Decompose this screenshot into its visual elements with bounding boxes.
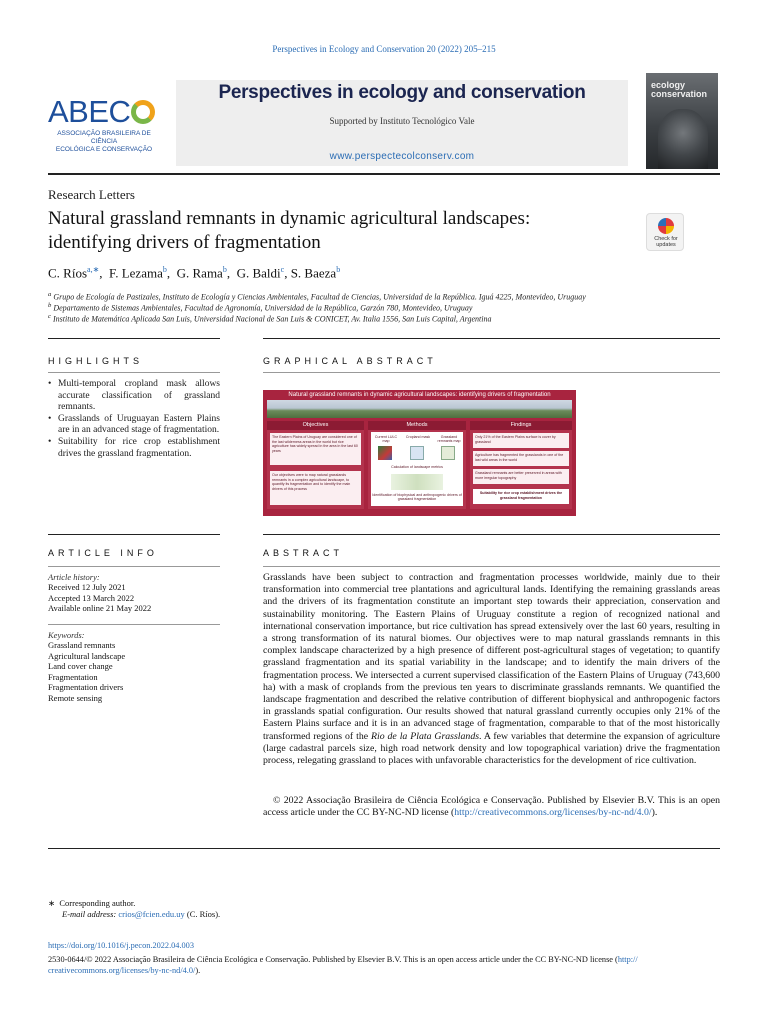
abstract-rule bbox=[263, 534, 720, 535]
keyword-item: Agricultural landscape bbox=[48, 650, 126, 661]
journal-url-link[interactable]: www.perspectecolconserv.com bbox=[329, 151, 475, 162]
cover-tree-image bbox=[658, 109, 708, 169]
keyword-item: Grassland remnants bbox=[48, 640, 116, 650]
ga-finding-box: Suitability for rice crop establishment drives the grassland fragmentation bbox=[473, 489, 569, 504]
affiliation: $^b$ Departamento de Sistemas Ambientales, Facultad de Agronomía, Universidad de la República, Garzón 780, Montevideo, Uruguay bbox=[48, 302, 473, 313]
author-affiliation-link[interactable]: a,∗ bbox=[87, 265, 100, 274]
article-info-heading: ARTICLE INFO bbox=[48, 548, 158, 558]
highlight-item: • Grasslands of Uruguayan Eastern Plains are in an advanced stage of fragmentation. bbox=[48, 414, 220, 437]
ga-objective-box: Our objectives were to map natural grasslands remnants in a complex agricultural landscape, to quantify its fragmentation and to identify the main drivers of this process bbox=[270, 471, 361, 505]
article-info-rule bbox=[48, 534, 220, 535]
abstract-heading: ABSTRACT bbox=[263, 548, 344, 558]
highlights-heading: HIGHLIGHTS bbox=[48, 356, 144, 366]
ga-methods-column bbox=[368, 421, 466, 509]
masthead-rule bbox=[48, 173, 720, 175]
graphical-abstract-heading: GRAPHICAL ABSTRACT bbox=[263, 356, 437, 366]
highlights-list bbox=[48, 379, 220, 460]
keyword-item: Fragmentation bbox=[48, 671, 98, 682]
abeco-logo-subtitle: ASSOCIAÇÃO BRASILEIRA DE CIÊNCIA ECOLÓGICA E CONSERVAÇÃO bbox=[55, 130, 153, 153]
ga-objectives-header: Objectives bbox=[267, 421, 364, 430]
author-affiliation-link[interactable]: c bbox=[280, 265, 285, 274]
author-list: C. Ríos$^{a,∗}$, F. Lezama$^b$, G. Rama$^b$, G. Baldi$^c$, S. Baeza$^b$ bbox=[48, 265, 341, 281]
abstract-copyright: © 2022 Associação Brasileira de Ciência Ecológica e Conservação. Published by Elsevier B.V. This is an open access article under the CC BY-NC-ND license (http://creativecommons.org/licenses/by-nc-nd/4.0/). bbox=[263, 795, 720, 819]
highlight-item: • Suitability for rice crop establishment drives the grassland fragmentation. bbox=[48, 437, 220, 460]
check-updates-label: Check for updates bbox=[654, 236, 678, 248]
license-link[interactable]: http://creativecommons.org/licenses/by-nc-nd/4.0/ bbox=[454, 807, 652, 819]
highlights-rule bbox=[48, 338, 220, 339]
abstract-text: Grasslands have been subject to contraction and fragmentation processes worldwide, mainly due to their transformation into commercial tree plantations and agricultural lands. Identifying the remaining grasslands areas and the drivers of its fragmentation constitute an important step towards their appreciation, conservation and sustainability monitoring. The Eastern Plains of Uruguay constitute a region of recognized national and international conservation importance, but rice cultivation has spread extensively over the last 60 years, resulting in a strong transformation of its natural biomes. Our objectives were to map natural grasslands remnants in this complex landscape characterized by a high presence of different post-agricultural stages of vegetation; to quantify grassland fragmentation and its spatial variability in the landscape; and to identify the main drivers of the fragmentation process. We intersected a current supervised classification of the Eastern Plains of Uruguay (743,600 ha) with a mask of croplands from the previous ten years to discriminate grasslands remnants. We quantified the landscape fragmentation and described the relative contribution of different biophysical and anthropogenic factors in grasslands spatial configuration. Our results showed that natural grassland currently occupies only 21% of the Eastern Plains surface and it is in an advanced stage of fragmentation, comparable to that of the most historically transformed regions of the Rio de la Plata Grasslands. A few variables that determine the expansion of agriculture (large cadastral parcels size, high road network density and low topographical variation) drive the fragmentation process, relegating grassland to places with unfavorable characteristics for the development of rice cultivation. bbox=[263, 572, 720, 767]
history-received: Received 12 July 2021 bbox=[48, 582, 126, 592]
ga-finding-box: Only 21% of the Eastern Plains surface is cover by grassland bbox=[473, 433, 569, 448]
highlights-subrule bbox=[48, 372, 220, 373]
abstract-bottom-rule bbox=[48, 848, 720, 849]
grassland-map-thumbnail bbox=[441, 446, 455, 460]
author-name: G. Baldi bbox=[236, 265, 281, 281]
issn-license-link[interactable]: http:// bbox=[617, 954, 638, 964]
abeco-logo-word: ABEC bbox=[48, 96, 168, 127]
graphical-abstract-image[interactable] bbox=[263, 390, 576, 516]
author-affiliation-link[interactable]: b bbox=[222, 265, 227, 274]
journal-cover-thumbnail[interactable] bbox=[646, 73, 718, 169]
ga-findings-column bbox=[470, 421, 572, 509]
ga-findings-header: Findings bbox=[470, 421, 572, 430]
author-affiliation-link[interactable]: b bbox=[336, 265, 341, 274]
ga-finding-box: Agriculture has fragmented the grasslands in one of the last wild areas in the world bbox=[473, 451, 569, 466]
keywords-label: Keywords: bbox=[48, 630, 85, 640]
ga-objective-box: The Eastern Plains of Uruguay are considered one of the last wilderness areas in the world but rice agriculture has widely spread in the area in the last 60 years bbox=[270, 433, 361, 465]
keywords bbox=[48, 630, 220, 704]
corresponding-author-note: ∗ Corresponding author. bbox=[48, 898, 136, 908]
article-history bbox=[48, 572, 220, 614]
landscape-metrics-thumbnail bbox=[391, 474, 443, 490]
ga-finding-box: Grassland remnants are better preserved in areas with more irregular topography bbox=[473, 469, 569, 484]
graphical-abstract-rule bbox=[263, 338, 720, 339]
ga-title: Natural grassland remnants in dynamic agricultural landscapes: identifying drivers of fragmentation bbox=[288, 392, 551, 398]
keyword-item: Land cover change bbox=[48, 661, 113, 672]
article-info-subrule bbox=[48, 566, 220, 567]
abstract-subrule bbox=[263, 566, 720, 567]
ga-objectives-column bbox=[267, 421, 364, 509]
author-affiliation-link[interactable]: b bbox=[162, 265, 167, 274]
ga-methods-panel: Current LULC map Cropland mask Grassland remnants map Calculation of landscape metrics Identification of biophysical and anthropogenic drivers of grassland fragmentation bbox=[371, 432, 463, 506]
graphical-abstract-subrule bbox=[263, 372, 720, 373]
keyword-item: Remote sensing bbox=[48, 692, 103, 703]
article-history-label: Article history: bbox=[48, 572, 100, 582]
doi-link[interactable]: https://doi.org/10.1016/j.pecon.2022.04.003 bbox=[48, 941, 194, 950]
journal-title: Perspectives in ecology and conservation bbox=[218, 82, 586, 103]
keywords-rule bbox=[48, 624, 220, 625]
cover-title: ecology conservation bbox=[651, 80, 708, 99]
check-updates-icon bbox=[658, 218, 674, 234]
email-note: E-mail address: crios@fcien.edu.uy (C. Ríos). bbox=[62, 909, 221, 919]
paper-title: Natural grassland remnants in dynamic agricultural landscapes: identifying drivers of fragmentation bbox=[48, 208, 531, 253]
ga-landscape-photo bbox=[267, 400, 572, 418]
history-accepted: Accepted 13 March 2022 bbox=[48, 592, 135, 603]
history-online: Available online 21 May 2022 bbox=[48, 603, 152, 614]
keyword-item: Fragmentation drivers bbox=[48, 682, 124, 693]
article-type: Research Letters bbox=[48, 187, 135, 202]
abeco-logo bbox=[48, 96, 168, 156]
check-for-updates-button[interactable] bbox=[646, 213, 684, 251]
affiliation: $^a$ Grupo de Ecología de Pastizales, Instituto de Ecología y Ciencias Ambientales, Facultad de Ciencias, Universidad de la República. Iguá 4225, Montevideo, Uruguay bbox=[48, 291, 586, 302]
author-name: F. Lezama bbox=[109, 265, 163, 281]
author-name: S. Baeza bbox=[290, 265, 337, 281]
lulc-map-thumbnail bbox=[378, 446, 392, 460]
highlight-item: • Multi-temporal cropland mask allows accurate classification of grassland remnants. bbox=[48, 379, 220, 414]
doi-and-license: https://doi.org/10.1016/j.pecon.2022.04.003 2530-0644/© 2022 Associação Brasileira de Ciência Ecológica e Conservação. Published by Elsevier B.V. This is an open access article under the CC BY-NC-ND license (http:// creativecommons.org/licenses/by-nc-nd/4.0/). bbox=[48, 940, 720, 977]
author-name: C. Ríos bbox=[48, 265, 88, 281]
affiliation: $^c$ Instituto de Matemática Aplicada San Luis, Universidad Nacional de San Luis & CONICET, Av. Italia 1556, San Luis Capital, Argentina bbox=[48, 313, 492, 324]
author-name: G. Rama bbox=[176, 265, 223, 281]
ga-methods-header: Methods bbox=[368, 421, 466, 430]
author-email-link[interactable]: crios@fcien.edu.uy bbox=[118, 909, 185, 919]
journal-support-line: Supported by Instituto Tecnológico Vale bbox=[329, 116, 475, 126]
cropland-mask-thumbnail bbox=[410, 446, 424, 460]
journal-citation-line[interactable]: Perspectives in Ecology and Conservation 20 (2022) 205–215 bbox=[272, 44, 496, 54]
issn-license-link-continued[interactable]: creativecommons.org/licenses/by-nc-nd/4.0/ bbox=[48, 966, 196, 975]
